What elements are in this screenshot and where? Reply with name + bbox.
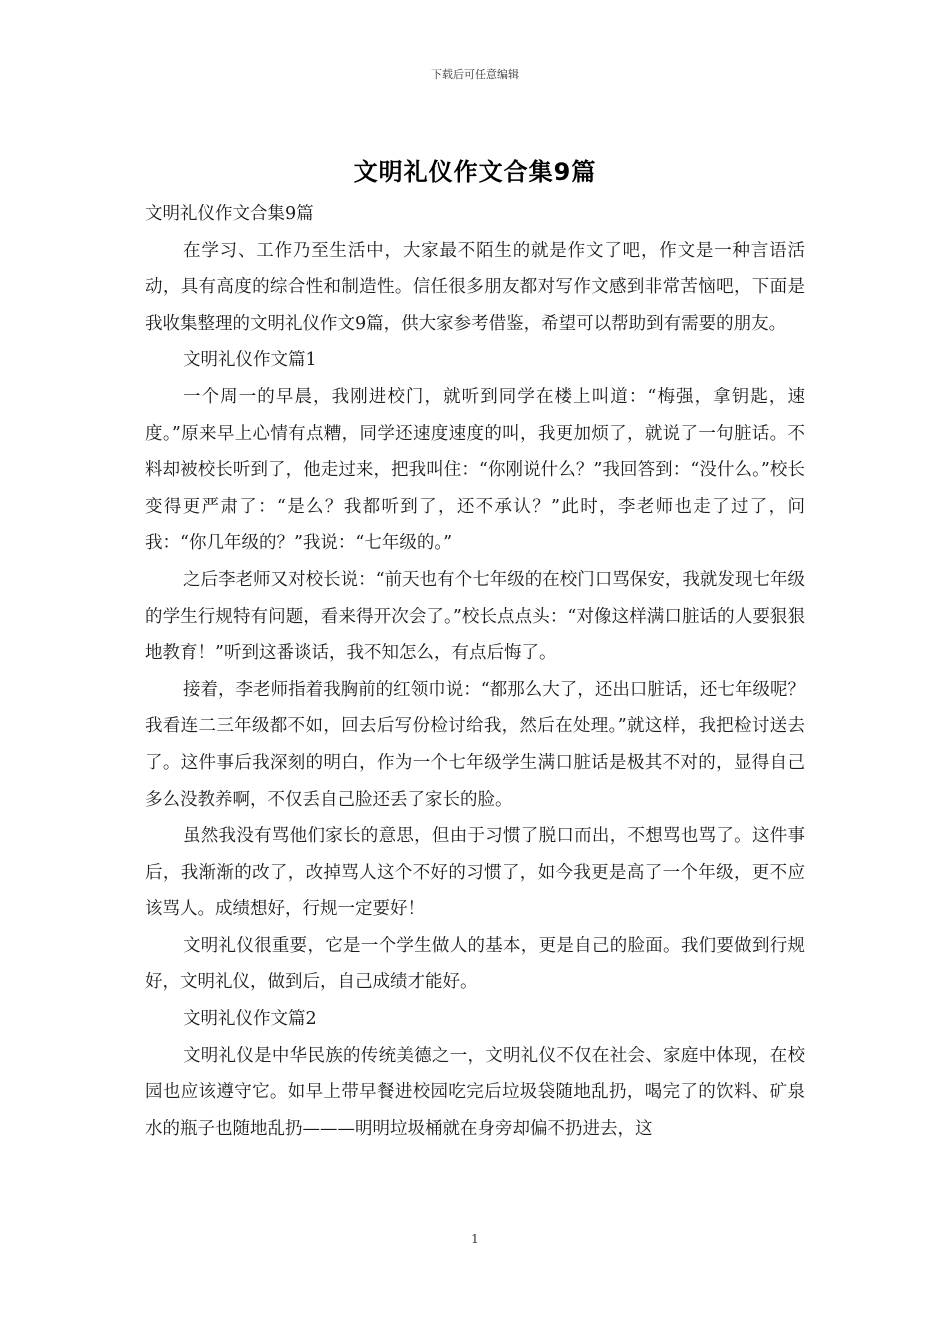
section-heading: 文明礼仪作文篇1 (183, 350, 317, 371)
body-paragraph: 接着，李老师指着我胸前的红领巾说：“都那么大了，还出口脏话，还七年级呢？我看连二三年级都不如，回去后写份检讨给我，然后在处理。”就这样，我把检讨送去了。这件事后我深刻的明白，作为一个七年级学生满口脏话是极其不对的，显得自己多么没教养啊，不仅丢自己脸还丢了家长的脸。 (145, 679, 805, 810)
section-heading: 文明礼仪作文篇2 (183, 1009, 317, 1030)
document-body (145, 196, 805, 1147)
page-number: 1 (471, 1232, 479, 1246)
document-title: 文明礼仪作文合集9篇 (353, 158, 597, 186)
body-paragraph: 一个周一的早晨，我刚进校门，就听到同学在楼上叫道：“梅强，拿钥匙，速度。”原来早上心情有点糟，同学还速度速度的叫，我更加烦了，就说了一句脏话。不料却被校长听到了，他走过来，把我叫住：“你刚说什么？”我回答到：“没什么。”校长变得更严肃了：“是么？我都听到了，还不承认？”此时，李老师也走了过了，问我：“你几年级的？”我说：“七年级的。” (145, 386, 805, 554)
body-paragraph: 文明礼仪很重要，它是一个学生做人的基本，更是自己的脸面。我们要做到行规好，文明礼仪，做到后，自己成绩才能好。 (145, 935, 805, 993)
intro-paragraph: 在学习、工作乃至生活中，大家最不陌生的就是作文了吧，作文是一种言语活动，具有高度的综合性和制造性。信任很多朋友都对写作文感到非常苦恼吧，下面是我收集整理的文明礼仪作文9篇，供大家参考借鉴，希望可以帮助到有需要的朋友。 (145, 240, 805, 334)
body-paragraph: 文明礼仪是中华民族的传统美德之一，文明礼仪不仅在社会、家庭中体现，在校园也应该遵守它。如早上带早餐进校园吃完后垃圾袋随地乱扔，喝完了的饮料、矿泉水的瓶子也随地乱扔———明明垃圾桶就在身旁却偏不扔进去，这 (145, 1045, 805, 1139)
subtitle-paragraph: 文明礼仪作文合集9篇 (145, 204, 314, 224)
header-note: 下载后可任意编辑 (431, 68, 519, 81)
body-paragraph: 虽然我没有骂他们家长的意思，但由于习惯了脱口而出，不想骂也骂了。这件事后，我渐渐的改了，改掉骂人这个不好的习惯了，如今我更是高了一个年级，更不应该骂人。成绩想好，行规一定要好！ (145, 826, 805, 920)
body-paragraph: 之后李老师又对校长说：“前天也有个七年级的在校门口骂保安，我就发现七年级的学生行规特有问题，看来得开次会了。”校长点点头：“对像这样满口脏话的人要狠狠地教育！”听到这番谈话，我不知怎么，有点后悔了。 (145, 569, 805, 664)
